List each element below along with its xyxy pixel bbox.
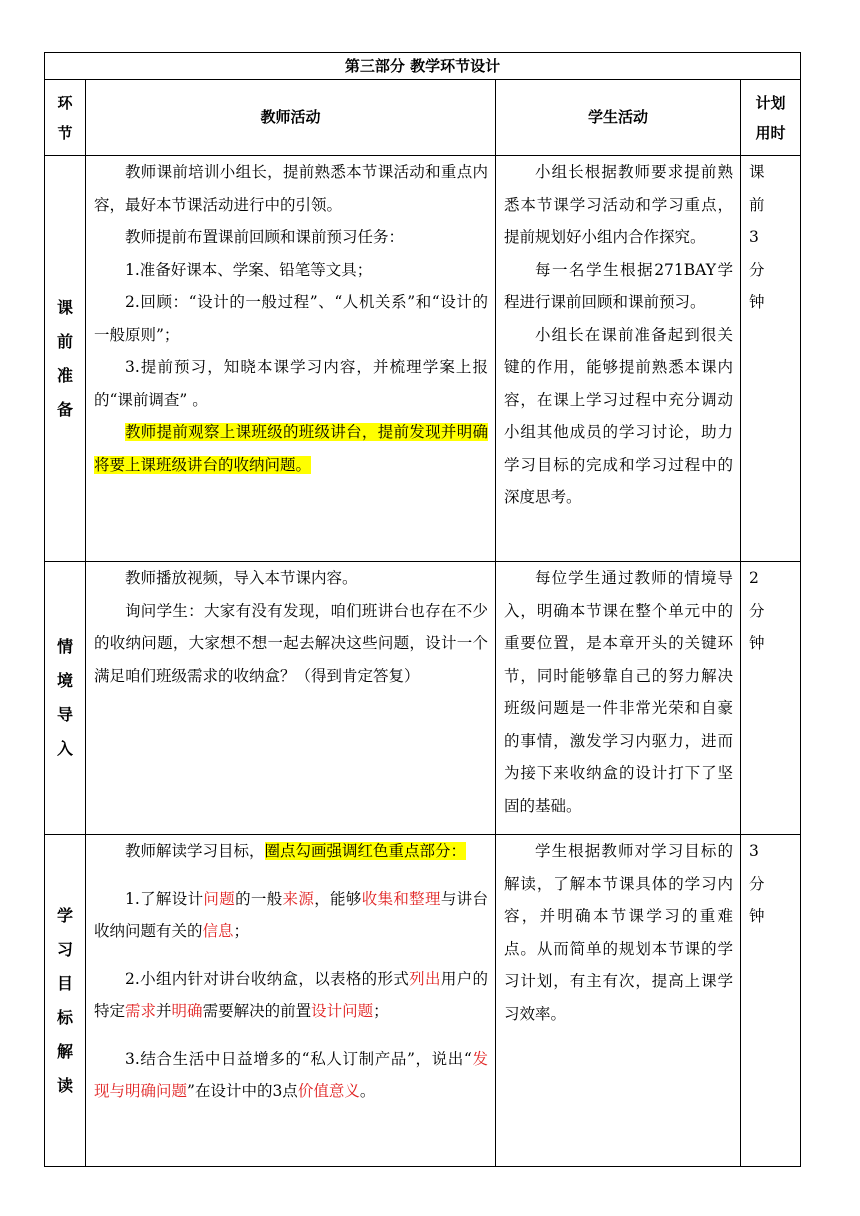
key-term: 设计问题	[311, 1002, 374, 1020]
key-term: 收集和整理	[361, 889, 441, 908]
table-row	[45, 156, 801, 562]
goal-text: 用户的特定	[94, 969, 488, 1020]
goal-text: ”在设计中的3点	[187, 1082, 298, 1100]
goal-text: 。	[359, 1082, 376, 1100]
key-term: 列出	[409, 969, 441, 988]
teacher-activity: 教师课前培训小组长，提前熟悉本节课活动和重点内容，最好本节课活动进行中的引领。 教师提前布置课前回顾和课前预习任务： 1.准备好课本、学案、铅笔等文具； 2.回顾：“设计的一般过程”、“人机关系”和“设计的一般原则”； 3.提前预习，知晓本课学习内容，并梳理学案上报的“课前调查” 。 教师提前观察上课班级的班级讲台，提前发现并明确将要上课班级讲台的收纳问题。	[86, 156, 496, 562]
goal-text: 3.结合生活中日益增多的“私人订制产品”，说出“	[125, 1049, 472, 1068]
goal-text: 2.小组内针对讲台收纳盒，以表格的形式	[125, 969, 410, 988]
goal-text: ；	[373, 1002, 389, 1020]
header-student-activity: 学生活动	[496, 80, 741, 156]
goal-text: 1.了解设计	[125, 889, 204, 908]
table-row	[45, 835, 801, 1167]
table-title: 第三部分 教学环节设计	[45, 53, 801, 80]
table-row	[45, 562, 801, 835]
goal-text: 并	[156, 1002, 172, 1020]
key-term: 信息	[202, 922, 234, 940]
planned-time: 3分钟	[741, 835, 801, 1167]
stage-label: 情 境 导 入	[45, 562, 86, 835]
key-term: 明确	[171, 1002, 203, 1020]
goals-intro: 教师解读学习目标，圈点勾画强调红色重点部分：	[125, 842, 467, 860]
goal-text: 需要解决的前置	[202, 1002, 312, 1020]
key-term: 发现与明确问题	[94, 1049, 488, 1100]
planned-time: 2分钟	[741, 562, 801, 835]
learning-goal	[94, 1043, 488, 1108]
teacher-activity: 教师播放视频，导入本节课内容。 询问学生：大家有没有发现，咱们班讲台也存在不少的收纳问题，大家想不想一起去解决这些问题，设计一个满足咱们班级需求的收纳盒？（得到肯定答复）	[86, 562, 496, 835]
key-term: 来源	[282, 889, 315, 908]
goal-text: 与讲台收纳问题有关的	[94, 889, 488, 940]
student-activity: 小组长根据教师要求提前熟悉本节课学习活动和学习重点，提前规划好小组内合作探究。 每一名学生根据271BAY学程进行课前回顾和课前预习。 小组长在课前准备起到很关键的作用，能够提前熟悉本课内容，在课上学习过程中充分调动小组其他成员的学习讨论，助力学习目标的完成和学习过程中的深度思考。	[496, 156, 741, 562]
goal-text: ，能够	[314, 889, 362, 908]
student-activity: 学生根据教师对学习目标的解读，了解本节课具体的学习内容，并明确本节课学习的重难点。从而简单的规划本节课的学习计划，有主有次，提高上课学习效率。	[496, 835, 741, 1167]
stage-label: 课 前 准 备	[45, 156, 86, 562]
key-term: 价值意义	[297, 1082, 360, 1100]
student-activity: 每位学生通过教师的情境导入，明确本节课在整个单元中的重要位置，是本章开头的关键环节，同时能够靠自己的努力解决班级问题是一件非常光荣和自豪的事情，激发学习内驱力，进而为接下来收纳盒的设计打下了坚固的基础。	[496, 562, 741, 835]
header-stage: 环 节	[45, 80, 86, 156]
learning-goal	[94, 963, 488, 1028]
key-term: 问题	[203, 889, 236, 908]
key-term: 需求	[125, 1002, 157, 1020]
stage-label: 学 习 目 标 解 读	[45, 835, 86, 1167]
header-planned-time: 计划 用时	[741, 80, 801, 156]
goal-text: ；	[233, 922, 250, 940]
header-teacher-activity: 教师活动	[86, 80, 496, 156]
planned-time: 课前3分钟	[741, 156, 801, 562]
highlighted-note: 教师提前观察上课班级的班级讲台，提前发现并明确将要上课班级讲台的收纳问题。	[94, 423, 488, 474]
learning-goal	[94, 883, 488, 948]
teacher-activity	[86, 835, 496, 1167]
lesson-design-table	[44, 52, 801, 1167]
goal-text: 的一般	[235, 889, 283, 908]
